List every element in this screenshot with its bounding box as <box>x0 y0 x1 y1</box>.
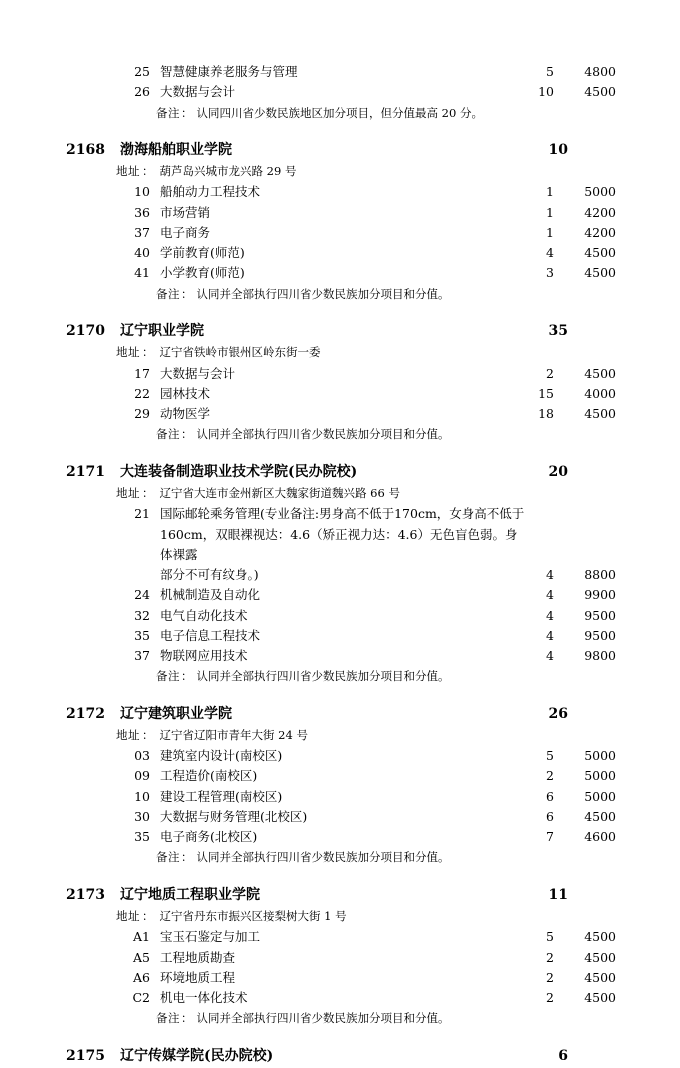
note-label: 备注 <box>156 669 180 684</box>
school-address <box>116 907 616 927</box>
school-name: 辽宁建筑职业学院 <box>120 705 232 722</box>
note-text: 认同并全部执行四川省少数民族加分项目和分值。 <box>196 669 450 684</box>
major-fee: 5000 <box>584 788 616 804</box>
major-name: 电子信息工程技术 <box>160 627 261 643</box>
note-line <box>156 424 616 445</box>
major-fee: 4500 <box>584 406 616 422</box>
major-plan: 4 <box>546 607 554 623</box>
major-fee: 4600 <box>584 829 616 845</box>
table-row <box>64 223 616 243</box>
major-code: 09 <box>134 768 150 784</box>
major-fee: 4500 <box>584 949 616 965</box>
major-list <box>64 927 616 1008</box>
table-row <box>64 927 616 947</box>
major-plan: 4 <box>546 567 554 583</box>
major-plan: 18 <box>538 406 554 422</box>
table-row <box>64 746 616 766</box>
major-plan: 1 <box>546 184 554 200</box>
major-name: 大数据与会计 <box>160 365 236 381</box>
table-row <box>64 626 616 646</box>
major-fee: 4200 <box>584 224 616 240</box>
school-block <box>64 1046 616 1068</box>
major-plan: 4 <box>546 587 554 603</box>
address-label: 地址 <box>116 163 140 178</box>
note-colon: ： <box>181 669 193 684</box>
major-code: 40 <box>134 245 150 261</box>
address-colon: ： <box>142 727 154 742</box>
major-fee: 4500 <box>584 990 616 1006</box>
table-row <box>64 787 616 807</box>
table-row <box>64 585 616 605</box>
major-name: 园林技术 <box>160 385 211 401</box>
major-name: 智慧健康养老服务与管理 <box>160 64 298 79</box>
major-code: 10 <box>134 184 150 200</box>
major-plan: 10 <box>538 84 554 100</box>
school-plan: 26 <box>548 705 568 722</box>
address-label: 地址 <box>116 345 140 360</box>
major-code: 35 <box>134 829 150 845</box>
note-colon: ： <box>181 105 193 120</box>
major-name: 电子商务 <box>160 224 211 240</box>
major-code: A1 <box>133 929 150 945</box>
document-body <box>64 62 616 1068</box>
school-code: 2172 <box>66 705 105 722</box>
school-block <box>64 140 616 304</box>
table-row <box>64 82 616 102</box>
school-plan: 10 <box>548 142 568 159</box>
address-text: 葫芦岛兴城市龙兴路 29 号 <box>159 163 297 178</box>
major-plan: 3 <box>546 265 554 281</box>
major-plan: 4 <box>546 627 554 643</box>
major-name-line2: 160cm，双眼裸视达：4.6（矫正视力达：4.6）无色盲色弱。身体裸露 <box>160 526 518 562</box>
note-label: 备注 <box>156 286 180 301</box>
major-plan: 15 <box>538 385 554 401</box>
major-fee: 4500 <box>584 84 616 100</box>
major-name <box>150 504 526 585</box>
table-row <box>64 263 616 283</box>
major-fee: 4500 <box>584 245 616 261</box>
school-address <box>116 162 616 182</box>
school-plan: 35 <box>548 323 568 340</box>
major-plan: 6 <box>546 808 554 824</box>
major-fee: 9900 <box>584 587 616 603</box>
major-code: 41 <box>134 265 150 281</box>
major-name: 动物医学 <box>160 406 211 422</box>
table-row <box>64 364 616 384</box>
major-plan: 2 <box>546 949 554 965</box>
major-code: C2 <box>132 990 150 1006</box>
major-name: 建筑室内设计(南校区) <box>160 748 283 764</box>
major-name: 机电一体化技术 <box>160 990 248 1006</box>
school-block <box>64 885 616 1029</box>
major-fee: 5000 <box>584 184 616 200</box>
major-code: 26 <box>134 84 150 100</box>
school-code: 2175 <box>66 1048 105 1065</box>
major-name: 物联网应用技术 <box>160 648 248 664</box>
school-address <box>116 484 616 504</box>
major-name: 大数据与财务管理(北校区) <box>160 808 308 824</box>
major-fee: 9500 <box>584 627 616 643</box>
major-plan: 4 <box>546 245 554 261</box>
major-code: A5 <box>133 949 150 965</box>
table-row <box>64 504 616 585</box>
note-line <box>156 847 616 868</box>
major-fee: 5000 <box>584 748 616 764</box>
note-text: 认同四川省少数民族地区加分项目，但分值最高 20 分。 <box>196 105 483 120</box>
major-code: 22 <box>134 385 150 401</box>
school-name: 辽宁职业学院 <box>120 323 204 340</box>
major-code: 25 <box>134 64 150 79</box>
major-code: 21 <box>134 506 150 522</box>
note-colon: ： <box>181 286 193 301</box>
major-plan: 2 <box>546 365 554 381</box>
school-name: 辽宁地质工程职业学院 <box>120 887 260 904</box>
note-line <box>156 103 616 124</box>
major-fee: 4500 <box>584 265 616 281</box>
note-colon: ： <box>181 1011 193 1026</box>
table-row <box>64 968 616 988</box>
major-name-line3: 部分不可有纹身。) <box>160 567 259 583</box>
major-plan: 5 <box>546 64 554 79</box>
table-row <box>64 827 616 847</box>
major-name: 环境地质工程 <box>160 969 236 985</box>
major-name: 电气自动化技术 <box>160 607 248 623</box>
school-address <box>116 726 616 746</box>
school-block <box>64 462 616 687</box>
school-code: 2170 <box>66 323 105 340</box>
major-name: 工程地质勘查 <box>160 949 236 965</box>
major-code: 35 <box>134 627 150 643</box>
school-header <box>64 321 616 343</box>
school-code: 2168 <box>66 142 105 159</box>
major-code: 10 <box>134 788 150 804</box>
address-label: 地址 <box>116 727 140 742</box>
note-line <box>156 284 616 305</box>
note-label: 备注 <box>156 1011 180 1026</box>
address-colon: ： <box>142 485 154 500</box>
address-text: 辽宁省大连市金州新区大魏家街道魏兴路 66 号 <box>159 485 400 500</box>
school-address <box>116 343 616 363</box>
table-row <box>64 203 616 223</box>
major-code: A6 <box>133 969 150 985</box>
major-fee: 5000 <box>584 768 616 784</box>
school-code: 2173 <box>66 887 105 904</box>
school-header <box>64 140 616 162</box>
major-name: 宝玉石鉴定与加工 <box>160 929 261 945</box>
table-row <box>64 404 616 424</box>
major-plan: 2 <box>546 990 554 1006</box>
note-text: 认同并全部执行四川省少数民族加分项目和分值。 <box>196 1011 450 1026</box>
major-fee: 4800 <box>584 64 616 79</box>
address-text: 辽宁省辽阳市青年大街 24 号 <box>159 727 308 742</box>
address-colon: ： <box>142 908 154 923</box>
major-name: 电子商务(北校区) <box>160 829 258 845</box>
school-code: 2171 <box>66 464 105 481</box>
school-header <box>64 462 616 484</box>
table-row <box>64 243 616 263</box>
address-text: 辽宁省铁岭市银州区岭东街一委 <box>159 345 321 360</box>
school-plan: 11 <box>548 887 568 904</box>
address-colon: ： <box>142 345 154 360</box>
note-text: 认同并全部执行四川省少数民族加分项目和分值。 <box>196 850 450 865</box>
major-fee: 9500 <box>584 607 616 623</box>
major-name: 小学教育(师范) <box>160 265 245 281</box>
school-name: 辽宁传媒学院(民办院校) <box>120 1048 274 1065</box>
school-name: 渤海船舶职业学院 <box>120 142 232 159</box>
major-plan: 5 <box>546 929 554 945</box>
major-code: 29 <box>134 406 150 422</box>
table-row <box>64 807 616 827</box>
major-name-line1: 国际邮轮乘务管理(专业备注:男身高不低于170cm，女身高不低于 <box>160 506 525 522</box>
major-name: 大数据与会计 <box>160 84 236 100</box>
table-row <box>64 988 616 1008</box>
major-name: 船舶动力工程技术 <box>160 184 261 200</box>
major-fee: 4200 <box>584 204 616 220</box>
major-name: 市场营销 <box>160 204 211 220</box>
table-row <box>64 948 616 968</box>
address-label: 地址 <box>116 908 140 923</box>
table-row <box>64 384 616 404</box>
major-list <box>64 746 616 847</box>
major-fee: 4000 <box>584 385 616 401</box>
major-code: 30 <box>134 808 150 824</box>
major-code: 37 <box>134 224 150 240</box>
address-text: 辽宁省丹东市振兴区接梨树大街 1 号 <box>159 908 347 923</box>
major-list <box>64 364 616 425</box>
school-header <box>64 1046 616 1068</box>
major-code: 36 <box>134 204 150 220</box>
major-plan: 7 <box>546 829 554 845</box>
major-code: 37 <box>134 648 150 664</box>
address-colon: ： <box>142 163 154 178</box>
major-plan: 4 <box>546 648 554 664</box>
major-plan: 1 <box>546 204 554 220</box>
major-plan: 1 <box>546 224 554 240</box>
major-code: 03 <box>134 748 150 764</box>
major-code: 17 <box>134 365 150 381</box>
major-plan: 6 <box>546 788 554 804</box>
school-name: 大连装备制造职业技术学院(民办院校) <box>120 464 358 481</box>
major-name: 学前教育(师范) <box>160 245 245 261</box>
table-row <box>64 766 616 786</box>
note-label: 备注 <box>156 105 180 120</box>
table-row <box>64 182 616 202</box>
major-name: 工程造价(南校区) <box>160 768 258 784</box>
major-plan: 2 <box>546 768 554 784</box>
school-header <box>64 704 616 726</box>
note-line <box>156 1008 616 1029</box>
table-row <box>64 606 616 626</box>
school-header <box>64 885 616 907</box>
address-label: 地址 <box>116 485 140 500</box>
major-code: 32 <box>134 607 150 623</box>
major-name: 机械制造及自动化 <box>160 587 261 603</box>
major-plan: 2 <box>546 969 554 985</box>
major-fee: 4500 <box>584 929 616 945</box>
table-row <box>64 646 616 666</box>
note-colon: ： <box>181 427 193 442</box>
major-fee: 4500 <box>584 969 616 985</box>
major-fee: 4500 <box>584 365 616 381</box>
major-list <box>64 182 616 283</box>
note-label: 备注 <box>156 850 180 865</box>
major-fee: 4500 <box>584 808 616 824</box>
major-fee: 8800 <box>584 567 616 583</box>
major-list <box>64 504 616 666</box>
continued-major-list <box>64 62 616 123</box>
major-plan: 5 <box>546 748 554 764</box>
note-colon: ： <box>181 850 193 865</box>
school-plan: 6 <box>558 1048 568 1065</box>
note-text: 认同并全部执行四川省少数民族加分项目和分值。 <box>196 427 450 442</box>
school-plan: 20 <box>548 464 568 481</box>
note-label: 备注 <box>156 427 180 442</box>
major-fee: 9800 <box>584 648 616 664</box>
major-name: 建设工程管理(南校区) <box>160 788 283 804</box>
table-row <box>64 62 616 82</box>
note-text: 认同并全部执行四川省少数民族加分项目和分值。 <box>196 286 450 301</box>
major-code: 24 <box>134 587 150 603</box>
school-block <box>64 704 616 868</box>
school-block <box>64 321 616 445</box>
note-line <box>156 666 616 687</box>
